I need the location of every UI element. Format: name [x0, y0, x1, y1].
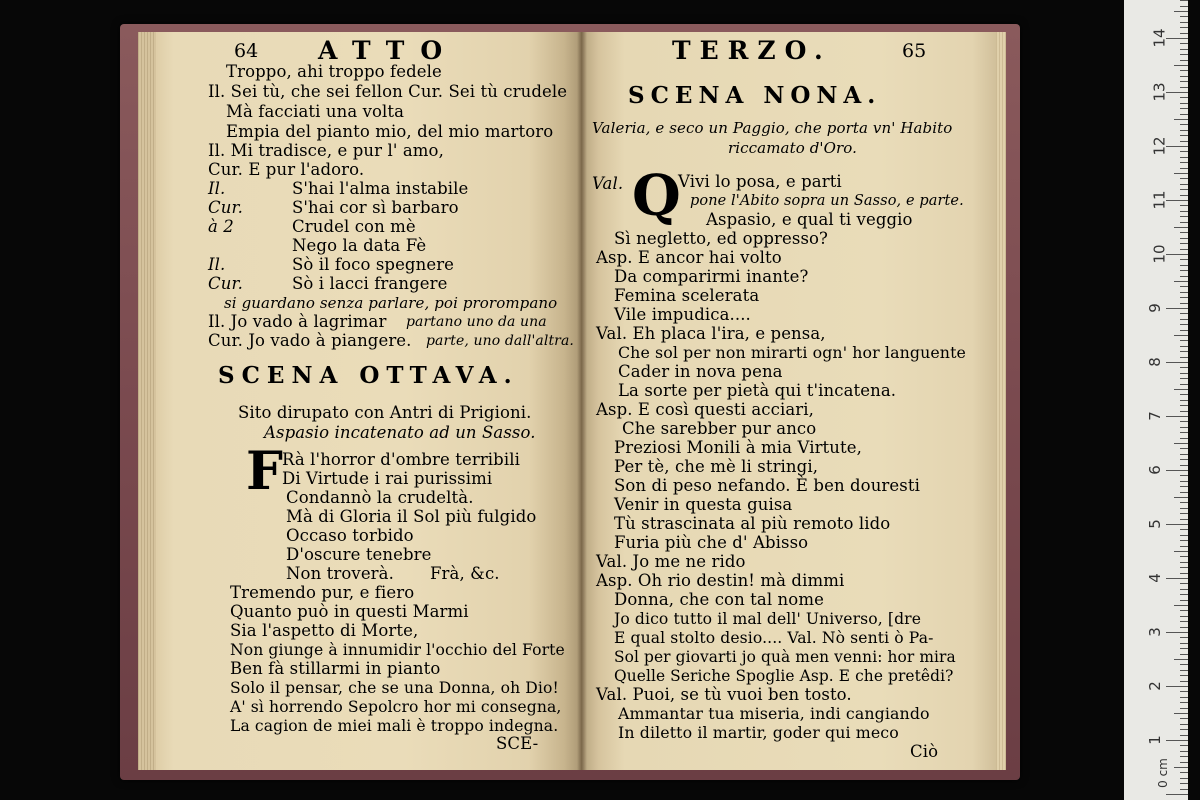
ruler-tick — [1180, 432, 1188, 433]
ruler-tick — [1180, 411, 1188, 412]
ruler-number: 13 — [1150, 82, 1169, 102]
right-line: Vile impudica.... — [614, 305, 751, 324]
ruler-tick — [1180, 324, 1188, 325]
right-page-edges — [996, 32, 1006, 770]
ruler-number: 2 — [1145, 681, 1164, 691]
ruler-tick — [1180, 481, 1188, 482]
ruler-tick — [1180, 627, 1188, 628]
stage-direction: si guardano senza parlare, poi prorompano — [224, 294, 558, 312]
ruler-tick — [1180, 351, 1188, 352]
ruler-tick — [1174, 605, 1188, 606]
ruler-tick — [1174, 65, 1188, 66]
scene-title: SCENA NONA. — [628, 82, 882, 109]
ruler-tick — [1180, 141, 1188, 142]
ruler-tick — [1174, 497, 1188, 498]
ruler-tick — [1166, 146, 1188, 147]
verse-line: Ben fà stillarmi in pianto — [230, 659, 441, 678]
ruler-tick — [1180, 49, 1188, 50]
right-line: Che sol per non mirarti ogn' hor languente — [618, 343, 966, 362]
ruler-tick — [1180, 270, 1188, 271]
right-line: Vivi lo posa, e parti — [678, 172, 842, 191]
right-line: Quelle Seriche Spoglie Asp. E che pretêdi? — [614, 667, 954, 685]
ruler-tick — [1180, 691, 1188, 692]
right-line: Jo dico tutto il mal dell' Universo, [dre — [614, 610, 922, 628]
left-line: Il. Sei tù, che sei fellon Cur. Sei tù crudele — [208, 82, 568, 101]
ruler-tick — [1180, 195, 1188, 196]
ruler-number: 3 — [1145, 627, 1164, 637]
ruler-tick — [1180, 745, 1188, 746]
left-line: Cur. Jo vado à piangere. — [208, 331, 412, 350]
ruler-tick — [1174, 443, 1188, 444]
ruler-tick — [1180, 513, 1188, 514]
ruler-tick — [1166, 686, 1188, 687]
ruler-tick — [1180, 162, 1188, 163]
left-line: Troppo, ahi troppo fedele — [226, 62, 442, 81]
ruler-tick — [1180, 151, 1188, 152]
ruler-tick — [1180, 232, 1188, 233]
ruler-number: 12 — [1150, 136, 1169, 156]
ruler-tick — [1180, 81, 1188, 82]
ruler-tick — [1180, 124, 1188, 125]
ruler-tick — [1180, 708, 1188, 709]
ruler-number: 5 — [1145, 519, 1164, 529]
ruler-tick — [1180, 735, 1188, 736]
catchword: Ciò — [910, 742, 939, 761]
right-page-number: 65 — [902, 40, 927, 62]
ruler-tick — [1166, 524, 1188, 525]
right-line: Sì negletto, ed oppresso? — [614, 229, 829, 248]
ruler-tick — [1180, 184, 1188, 185]
speaker-label: à 2 — [208, 217, 234, 236]
ruler-tick — [1180, 508, 1188, 509]
ruler-tick — [1180, 519, 1188, 520]
ruler-number: 10 — [1150, 244, 1169, 264]
verse-line: Di Virtude i rai purissimi — [282, 469, 493, 488]
verse-line: Solo il pensar, che se una Donna, oh Dio! — [230, 679, 559, 697]
ruler-tick — [1166, 92, 1188, 93]
ruler-tick — [1180, 751, 1188, 752]
ruler-tick — [1180, 319, 1188, 320]
left-line: Il. Jo vado à lagrimar — [208, 312, 387, 331]
right-line: Sol per giovarti jo quà men venni: hor mira — [614, 648, 956, 666]
right-line: Ammantar tua miseria, indi cangiando — [618, 704, 930, 723]
ruler-tick — [1180, 87, 1188, 88]
drop-cap: F — [246, 441, 283, 502]
ruler-tick — [1180, 654, 1188, 655]
ruler-tick — [1180, 448, 1188, 449]
ruler-tick — [1166, 578, 1188, 579]
ruler-tick — [1180, 724, 1188, 725]
ruler-tick — [1180, 378, 1188, 379]
ruler-number: 1 — [1145, 735, 1164, 745]
ruler-tick — [1174, 119, 1188, 120]
ruler-tick — [1180, 465, 1188, 466]
ruler-tick — [1180, 346, 1188, 347]
catchword: SCE- — [496, 734, 539, 753]
speaker-label: Val. — [592, 174, 624, 193]
stage-direction: pone l'Abito sopra un Sasso, e parte. — [690, 193, 964, 209]
ruler-tick — [1166, 794, 1188, 795]
speaker-label: Cur. — [208, 198, 243, 217]
ruler-tick — [1180, 60, 1188, 61]
ruler-tick — [1180, 135, 1188, 136]
ruler-tick — [1166, 362, 1188, 363]
ruler-tick — [1180, 637, 1188, 638]
ruler-tick — [1180, 594, 1188, 595]
ruler-tick — [1180, 292, 1188, 293]
left-line: Mà facciati una volta — [226, 102, 405, 121]
ruler-tick — [1180, 130, 1188, 131]
ruler-tick — [1180, 249, 1188, 250]
ruler-tick — [1180, 33, 1188, 34]
speaker-label: Il. — [208, 255, 226, 274]
ruler-tick — [1174, 173, 1188, 174]
ruler-tick — [1180, 729, 1188, 730]
stage-direction: partano uno da una — [406, 314, 547, 330]
ruler-tick — [1180, 459, 1188, 460]
stage-direction: Valeria, e seco un Paggio, che porta vn' Habito — [592, 119, 953, 137]
left-running-head: ATTO — [318, 36, 459, 65]
left-line: Sò il foco spegnere — [292, 255, 455, 274]
ruler-number: 4 — [1145, 573, 1164, 583]
ruler-tick — [1180, 567, 1188, 568]
ruler-tick — [1180, 384, 1188, 385]
ruler-tick — [1180, 535, 1188, 536]
ruler-tick — [1180, 340, 1188, 341]
ruler-tick — [1180, 486, 1188, 487]
verse-line: Sia l'aspetto di Morte, — [230, 621, 419, 640]
ruler-tick — [1180, 76, 1188, 77]
book-gutter — [577, 32, 587, 770]
right-line: E qual stolto desio.... Val. Nò senti ò Pa- — [614, 629, 934, 647]
ruler-number: 8 — [1145, 357, 1164, 367]
ruler-tick — [1180, 789, 1188, 790]
right-line: Donna, che con tal nome — [614, 590, 824, 609]
ruler-tick — [1180, 589, 1188, 590]
verse-line: Frà, &c. — [430, 564, 500, 583]
speaker-label: Cur. — [208, 274, 243, 293]
verse-line: Occaso torbido — [286, 526, 414, 545]
left-line: Crudel con mè — [292, 217, 416, 236]
ruler-tick — [1180, 697, 1188, 698]
ruler-tick — [1180, 546, 1188, 547]
right-line: Furia più che d' Abisso — [614, 533, 809, 552]
right-line: Asp. E ancor hai volto — [596, 248, 782, 267]
ruler-tick — [1180, 222, 1188, 223]
ruler-tick — [1166, 38, 1188, 39]
ruler-tick — [1180, 27, 1188, 28]
ruler-tick — [1180, 97, 1188, 98]
scene-title: SCENA OTTAVA. — [218, 362, 519, 389]
ruler-tick — [1174, 713, 1188, 714]
ruler-tick — [1180, 259, 1188, 260]
ruler-tick — [1174, 335, 1188, 336]
speaker-label: Il. — [208, 179, 226, 198]
ruler-tick — [1180, 772, 1188, 773]
ruler-tick — [1180, 54, 1188, 55]
right-line: Val. Puoi, se tù vuoi ben tosto. — [596, 685, 852, 704]
ruler-tick — [1180, 540, 1188, 541]
ruler-tick — [1180, 648, 1188, 649]
verse-line: Condannò la crudeltà. — [286, 488, 474, 507]
ruler-tick — [1180, 367, 1188, 368]
ruler-tick — [1180, 670, 1188, 671]
ruler-tick — [1174, 767, 1188, 768]
drop-cap: Q — [632, 163, 681, 229]
ruler-tick — [1180, 357, 1188, 358]
ruler-tick — [1166, 416, 1188, 417]
ruler-tick — [1180, 265, 1188, 266]
ruler-tick — [1180, 178, 1188, 179]
right-line: Tù strascinata al più remoto lido — [614, 514, 891, 533]
verse-line: Rà l'horror d'ombre terribili — [282, 450, 520, 469]
ruler-tick — [1180, 43, 1188, 44]
verse-line: Non troverà. — [286, 564, 394, 583]
setting-line: Sito dirupato con Antri di Prigioni. — [238, 403, 532, 422]
ruler-tick — [1166, 200, 1188, 201]
ruler-tick — [1180, 718, 1188, 719]
ruler-number: 7 — [1145, 411, 1164, 421]
ruler-tick — [1180, 643, 1188, 644]
left-page-edges — [138, 32, 156, 770]
verse-line: A' sì horrendo Sepolcro hor mi consegna, — [230, 698, 562, 716]
ruler-tick — [1180, 664, 1188, 665]
setting-line: Aspasio incatenato ad un Sasso. — [264, 423, 536, 442]
ruler-unit: 0 cm — [1155, 758, 1170, 788]
ruler-tick — [1174, 551, 1188, 552]
ruler-tick — [1180, 454, 1188, 455]
stage-direction: parte, uno dall'altra. — [426, 333, 574, 349]
ruler-tick — [1180, 297, 1188, 298]
verse-line: La cagion de miei mali è troppo indegna. — [230, 717, 559, 735]
verse-line: Tremendo pur, e fiero — [230, 583, 415, 602]
ruler-tick — [1180, 783, 1188, 784]
ruler-tick — [1180, 702, 1188, 703]
right-line: Per tè, che mè li stringi, — [614, 457, 819, 476]
right-line: Preziosi Monili à mia Virtute, — [614, 438, 862, 457]
ruler-number: 9 — [1145, 303, 1164, 313]
left-line: S'hai cor sì barbaro — [292, 198, 459, 217]
ruler-tick — [1180, 103, 1188, 104]
ruler-number: 11 — [1150, 190, 1169, 210]
right-line: Val. Eh placa l'ira, e pensa, — [596, 324, 826, 343]
right-line: In diletto il martir, goder qui meco — [618, 723, 899, 742]
right-line: Aspasio, e qual ti veggio — [706, 210, 913, 229]
ruler-tick — [1180, 0, 1188, 1]
ruler-tick — [1180, 421, 1188, 422]
ruler-tick — [1180, 675, 1188, 676]
right-line: La sorte per pietà qui t'incatena. — [618, 381, 897, 400]
left-page-number: 64 — [234, 40, 259, 62]
ruler-tick — [1174, 227, 1188, 228]
ruler-tick — [1180, 600, 1188, 601]
ruler-tick — [1180, 243, 1188, 244]
ruler-tick — [1180, 438, 1188, 439]
right-running-head: TERZO. — [672, 36, 832, 65]
ruler-tick — [1166, 254, 1188, 255]
verse-line: Mà di Gloria il Sol più fulgido — [286, 507, 537, 526]
right-line: Da comparirmi inante? — [614, 267, 809, 286]
ruler-tick — [1180, 168, 1188, 169]
ruler-tick — [1166, 740, 1188, 741]
measuring-ruler — [1124, 0, 1188, 800]
ruler-tick — [1180, 681, 1188, 682]
right-line: Cader in nova pena — [618, 362, 783, 381]
right-line: Che sarebber pur anco — [622, 419, 817, 438]
ruler-tick — [1180, 211, 1188, 212]
ruler-tick — [1180, 205, 1188, 206]
ruler-tick — [1180, 16, 1188, 17]
ruler-tick — [1180, 238, 1188, 239]
stage-direction: riccamato d'Oro. — [728, 139, 858, 157]
ruler-tick — [1180, 114, 1188, 115]
right-line: Asp. Oh rio destin! mà dimmi — [596, 571, 845, 590]
left-line: Sò i lacci frangere — [292, 274, 448, 293]
ruler-tick — [1180, 621, 1188, 622]
ruler-tick — [1174, 11, 1188, 12]
ruler-tick — [1180, 502, 1188, 503]
right-line: Venir in questa guisa — [614, 495, 793, 514]
verse-line: D'oscure tenebre — [286, 545, 432, 564]
left-line: Cur. E pur l'adoro. — [208, 160, 365, 179]
ruler-tick — [1180, 405, 1188, 406]
ruler-tick — [1180, 70, 1188, 71]
ruler-tick — [1180, 529, 1188, 530]
ruler-tick — [1174, 389, 1188, 390]
ruler-number: 6 — [1145, 465, 1164, 475]
ruler-tick — [1180, 313, 1188, 314]
ruler-tick — [1180, 394, 1188, 395]
ruler-tick — [1180, 400, 1188, 401]
ruler-tick — [1180, 616, 1188, 617]
ruler-number: 14 — [1150, 28, 1169, 48]
ruler-tick — [1180, 373, 1188, 374]
ruler-tick — [1180, 303, 1188, 304]
ruler-tick — [1180, 573, 1188, 574]
ruler-tick — [1166, 632, 1188, 633]
right-line: Femina scelerata — [614, 286, 760, 305]
ruler-tick — [1180, 108, 1188, 109]
ruler-tick — [1180, 762, 1188, 763]
ruler-tick — [1180, 756, 1188, 757]
ruler-tick — [1180, 330, 1188, 331]
ruler-tick — [1180, 157, 1188, 158]
left-line: Il. Mi tradisce, e pur l' amo, — [208, 141, 444, 160]
ruler-tick — [1180, 189, 1188, 190]
verse-line: Quanto può in questi Marmi — [230, 602, 469, 621]
ruler-tick — [1180, 216, 1188, 217]
ruler-tick — [1180, 6, 1188, 7]
ruler-tick — [1180, 583, 1188, 584]
ruler-tick — [1180, 556, 1188, 557]
ruler-tick — [1174, 659, 1188, 660]
ruler-tick — [1166, 308, 1188, 309]
ruler-tick — [1174, 281, 1188, 282]
ruler-tick — [1180, 286, 1188, 287]
ruler-tick — [1180, 492, 1188, 493]
left-line: Nego la data Fè — [292, 236, 427, 255]
ruler-tick — [1180, 276, 1188, 277]
ruler-tick — [1180, 778, 1188, 779]
ruler-tick — [1166, 470, 1188, 471]
right-line: Val. Jo me ne rido — [596, 552, 746, 571]
verse-line: Non giunge à innumidir l'occhio del Forte — [230, 641, 565, 659]
ruler-tick — [1180, 22, 1188, 23]
left-line: S'hai l'alma instabile — [292, 179, 469, 198]
ruler-tick — [1180, 610, 1188, 611]
ruler-tick — [1180, 427, 1188, 428]
ruler-tick — [1180, 475, 1188, 476]
left-line: Empia del pianto mio, del mio martoro — [226, 122, 554, 141]
right-line: Asp. E così questi acciari, — [596, 400, 815, 419]
ruler-tick — [1180, 562, 1188, 563]
right-line: Son di peso nefando. È ben douresti — [614, 476, 920, 495]
